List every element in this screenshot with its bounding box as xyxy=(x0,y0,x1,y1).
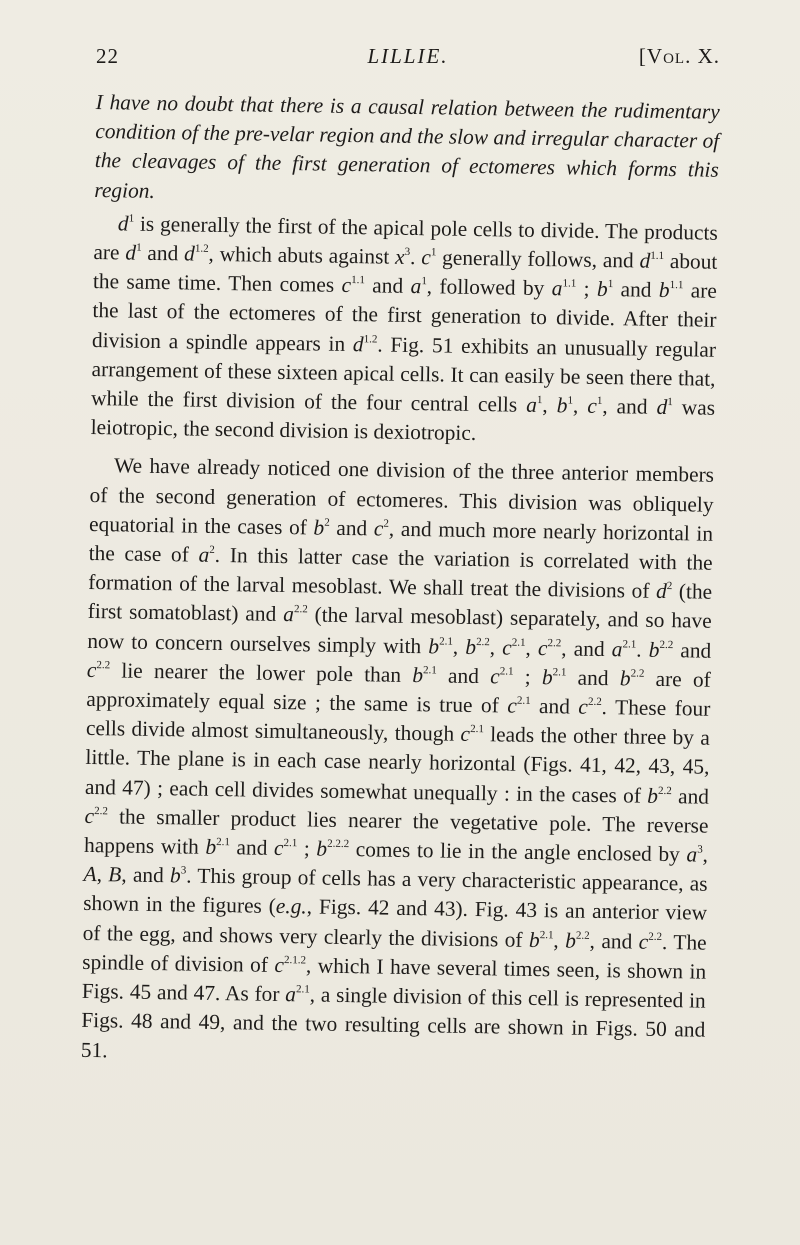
cell-label: a xyxy=(525,392,538,417)
cell-index: 2.1 xyxy=(439,635,454,648)
text-run: (the larval mesoblast) separately, and so have now to concern ourselves simply with xyxy=(87,602,712,658)
text-run: ; xyxy=(513,664,543,689)
cell-label: b xyxy=(556,393,568,418)
text-run: and xyxy=(141,240,185,266)
cell-label: c xyxy=(638,929,649,954)
cell-index: 2.2 xyxy=(96,658,111,672)
cell-label: c xyxy=(537,635,548,660)
cell-index: 2.2 xyxy=(575,929,590,942)
text-run: , which I have several times seen, is shown in Figs. 45 and 47. As for xyxy=(81,953,707,1007)
text-run: lie nearer the lower pole than xyxy=(109,658,413,687)
cell-index: 2.2 xyxy=(587,695,602,709)
cell-label: d xyxy=(183,241,195,266)
text-run: , xyxy=(489,634,503,660)
text-run: , xyxy=(96,862,109,887)
text-run: I have no doubt that there is a causal relation between the rudimentary condition of the pre-velar region and the slow and irregular character of the cleavages of the first generation of ectomeres which forms this region. xyxy=(94,89,720,203)
cell-label: b xyxy=(313,515,325,540)
paragraph-second-generation xyxy=(81,451,715,1074)
cell-index: 2.2 xyxy=(630,667,645,680)
cell-label: b xyxy=(205,834,217,860)
cell-index: 1.2 xyxy=(363,332,378,346)
page-number: 22 xyxy=(96,44,119,68)
text-run: , and much more nearly horizontal in the case of xyxy=(88,516,714,567)
text-run: and xyxy=(673,637,712,663)
text-run: and xyxy=(436,663,491,689)
cell-index: 1.2 xyxy=(194,242,209,255)
cell-index: 2.2 xyxy=(659,638,674,651)
cell-label: c xyxy=(460,722,471,747)
text-run: . xyxy=(409,244,422,270)
cell-label: A xyxy=(83,862,97,887)
text-run: is generally the first of the apical pole cells to divide. The products are xyxy=(93,211,718,265)
cell-label: e.g. xyxy=(275,894,307,919)
cell-label: d xyxy=(117,211,129,236)
cell-label: c xyxy=(274,952,285,977)
cell-index: 1.1 xyxy=(562,277,577,290)
text-run: and xyxy=(229,835,275,860)
cell-index: 2.1 xyxy=(539,928,554,941)
cell-label: b xyxy=(528,927,540,952)
cell-label: d xyxy=(125,240,137,265)
cell-label: a xyxy=(198,542,210,567)
cell-label: a xyxy=(285,982,297,1007)
cell-index: 1 xyxy=(596,394,603,408)
cell-index: 2 xyxy=(209,543,215,556)
cell-index: 2.2 xyxy=(293,603,308,616)
text-run: . This group of cells has a very characteristic appearance, as shown in the figures ( xyxy=(83,863,708,919)
cell-index: 1 xyxy=(567,394,574,407)
cell-index: 2.1 xyxy=(511,636,526,649)
cell-index: 1 xyxy=(667,396,673,409)
text-run: leads the other three by a little. The plane is in each case nearly horizontal (Figs. 41, 42, 43, 45, and 47) ; each cell divides somewhat unequally : in the cases of xyxy=(84,722,711,808)
cell-label: c xyxy=(273,835,284,861)
cell-index: 2.2 xyxy=(648,930,663,943)
text-run: generally follows, and xyxy=(436,245,640,273)
text-run: . xyxy=(636,637,649,662)
cell-label: a xyxy=(611,636,623,661)
text-run: , xyxy=(525,635,539,660)
page-header xyxy=(96,44,720,74)
cell-index: 1 xyxy=(421,275,427,288)
cell-label: x xyxy=(394,244,405,269)
cell-label: b xyxy=(658,278,670,303)
running-title: LILLIE. xyxy=(367,44,449,68)
text-run: , a single division of this cell is represented in Figs. 48 and 49, and the two resulting cells are shown in Figs. 50 and 51. xyxy=(80,982,706,1062)
cell-label: b xyxy=(428,633,440,659)
text-run: and xyxy=(612,277,660,303)
text-run: , and xyxy=(602,394,657,419)
text-run: . Fig. 51 exhibits an unusually regular arrangement of these sixteen apical cells. It can easily be seen there that, while the first division of the four central cells xyxy=(90,332,717,417)
cell-label: c xyxy=(86,657,97,682)
cell-label: c xyxy=(507,693,517,718)
cell-index: 3 xyxy=(697,843,703,856)
cell-index: 2.2 xyxy=(547,636,562,650)
text-run: and xyxy=(671,783,710,809)
text-run: are the last of the ectomeres of the first generation to divide. After their division a spindle appears in xyxy=(91,278,718,356)
cell-index: 1 xyxy=(607,278,614,291)
cell-index: 2.1 xyxy=(295,983,310,996)
cell-index: 1 xyxy=(430,246,437,259)
cell-label: c xyxy=(502,635,512,660)
text-run: , and xyxy=(561,636,612,661)
cell-label: b xyxy=(647,783,659,808)
cell-label: c xyxy=(421,245,432,270)
text-run: , xyxy=(702,842,709,867)
cell-label: d xyxy=(656,394,668,420)
cell-label: b xyxy=(169,863,181,888)
cell-index: 2.1 xyxy=(283,837,298,850)
text-run: and xyxy=(329,515,375,541)
cell-label: b xyxy=(565,928,577,953)
paragraph-apical-cells xyxy=(90,209,718,452)
cell-label: B xyxy=(108,862,122,887)
cell-index: 2.1 xyxy=(552,666,567,679)
text-run: and xyxy=(530,693,579,719)
text-run: . These four cells divide almost simultaneously, though xyxy=(85,695,711,747)
cell-label: c xyxy=(84,803,95,828)
text-run: and xyxy=(566,665,621,691)
cell-label: d xyxy=(639,248,651,273)
cell-index: 1 xyxy=(128,212,135,225)
cell-index: 2.2 xyxy=(94,804,108,818)
volume-label: [Vol. X. xyxy=(638,44,720,68)
text-run: We have already noticed one division of the three anterior members of the second generation of ectomeres. This division was obliquely equatorial in the cases of xyxy=(88,453,715,540)
cell-label: b xyxy=(541,664,553,690)
cell-index: 1 xyxy=(536,393,543,407)
text-run: , followed by xyxy=(426,274,552,301)
cell-index: 3 xyxy=(180,864,187,877)
text-run: , and xyxy=(121,862,171,888)
cell-label: c xyxy=(578,694,589,719)
cell-label: a xyxy=(283,602,295,627)
cell-index: 2 xyxy=(324,516,330,529)
text-run: , xyxy=(553,927,566,953)
text-run: comes to lie in the angle enclosed by xyxy=(348,837,687,867)
cell-label: b xyxy=(412,662,424,688)
body-text xyxy=(81,88,720,1078)
text-run: , xyxy=(572,393,588,418)
cell-label: b xyxy=(596,277,608,302)
cell-index: 2 xyxy=(666,580,673,593)
cell-label: c xyxy=(373,516,384,541)
cell-index: 2.2 xyxy=(657,784,672,797)
text-run: , xyxy=(542,393,557,418)
cell-label: a xyxy=(551,276,563,301)
cell-index: 2.2.2 xyxy=(327,837,350,851)
text-run: , and xyxy=(589,928,639,954)
cell-index: 1 xyxy=(136,241,142,254)
cell-index: 1.1 xyxy=(351,274,366,287)
cell-label: b xyxy=(316,836,328,861)
cell-label: a xyxy=(686,842,698,867)
cell-label: c xyxy=(490,664,500,689)
cell-index: 2.1 xyxy=(516,694,531,707)
text-run: about the same time. Then comes xyxy=(92,248,718,298)
cell-index: 1.1 xyxy=(650,249,665,262)
text-run: and xyxy=(364,273,411,299)
cell-label: b xyxy=(619,666,631,691)
cell-label: b xyxy=(465,634,477,659)
cell-index: 2.1 xyxy=(499,665,514,678)
text-run: ; xyxy=(576,276,598,302)
cell-index: 2.1 xyxy=(622,637,637,651)
text-run: ; xyxy=(297,836,317,861)
cell-label: d xyxy=(655,579,667,604)
text-run: are of approximately equal size ; the same is true of xyxy=(86,666,711,718)
text-run: , which abuts against xyxy=(208,241,396,269)
cell-label: d xyxy=(352,331,364,356)
cell-index: 1.1 xyxy=(669,279,684,292)
cell-label: a xyxy=(410,274,422,299)
cell-index: 2.1 xyxy=(422,664,437,677)
cell-index: 2.1 xyxy=(216,836,231,849)
text-run: , xyxy=(452,634,466,659)
cell-index: 2.1 xyxy=(470,723,484,736)
text-run: the smaller product lies nearer the vegetative pole. The reverse happens with xyxy=(83,804,709,859)
cell-label: c xyxy=(341,273,352,298)
text-run: (the first somatoblast) and xyxy=(87,579,713,627)
cell-label: b xyxy=(648,637,660,662)
cell-index: 2.1.2 xyxy=(283,953,307,967)
text-run: . The spindle of division of xyxy=(82,929,707,977)
cell-index: 2.2 xyxy=(476,635,490,648)
cell-index: 3 xyxy=(404,245,411,258)
text-run: . In this latter case the variation is correlated with the formation of the larval mesoblast. We shall treat the divisions of xyxy=(88,542,713,604)
cell-index: 2 xyxy=(383,517,390,530)
paragraph-conclusion xyxy=(94,88,720,215)
text-run: , Figs. 42 and 43). Fig. 43 is an anterior view of the egg, and shows very clearly the divisions of xyxy=(82,894,708,952)
text-run: was leiotropic, the second division is dexiotropic. xyxy=(90,395,716,446)
cell-label: c xyxy=(587,393,597,418)
